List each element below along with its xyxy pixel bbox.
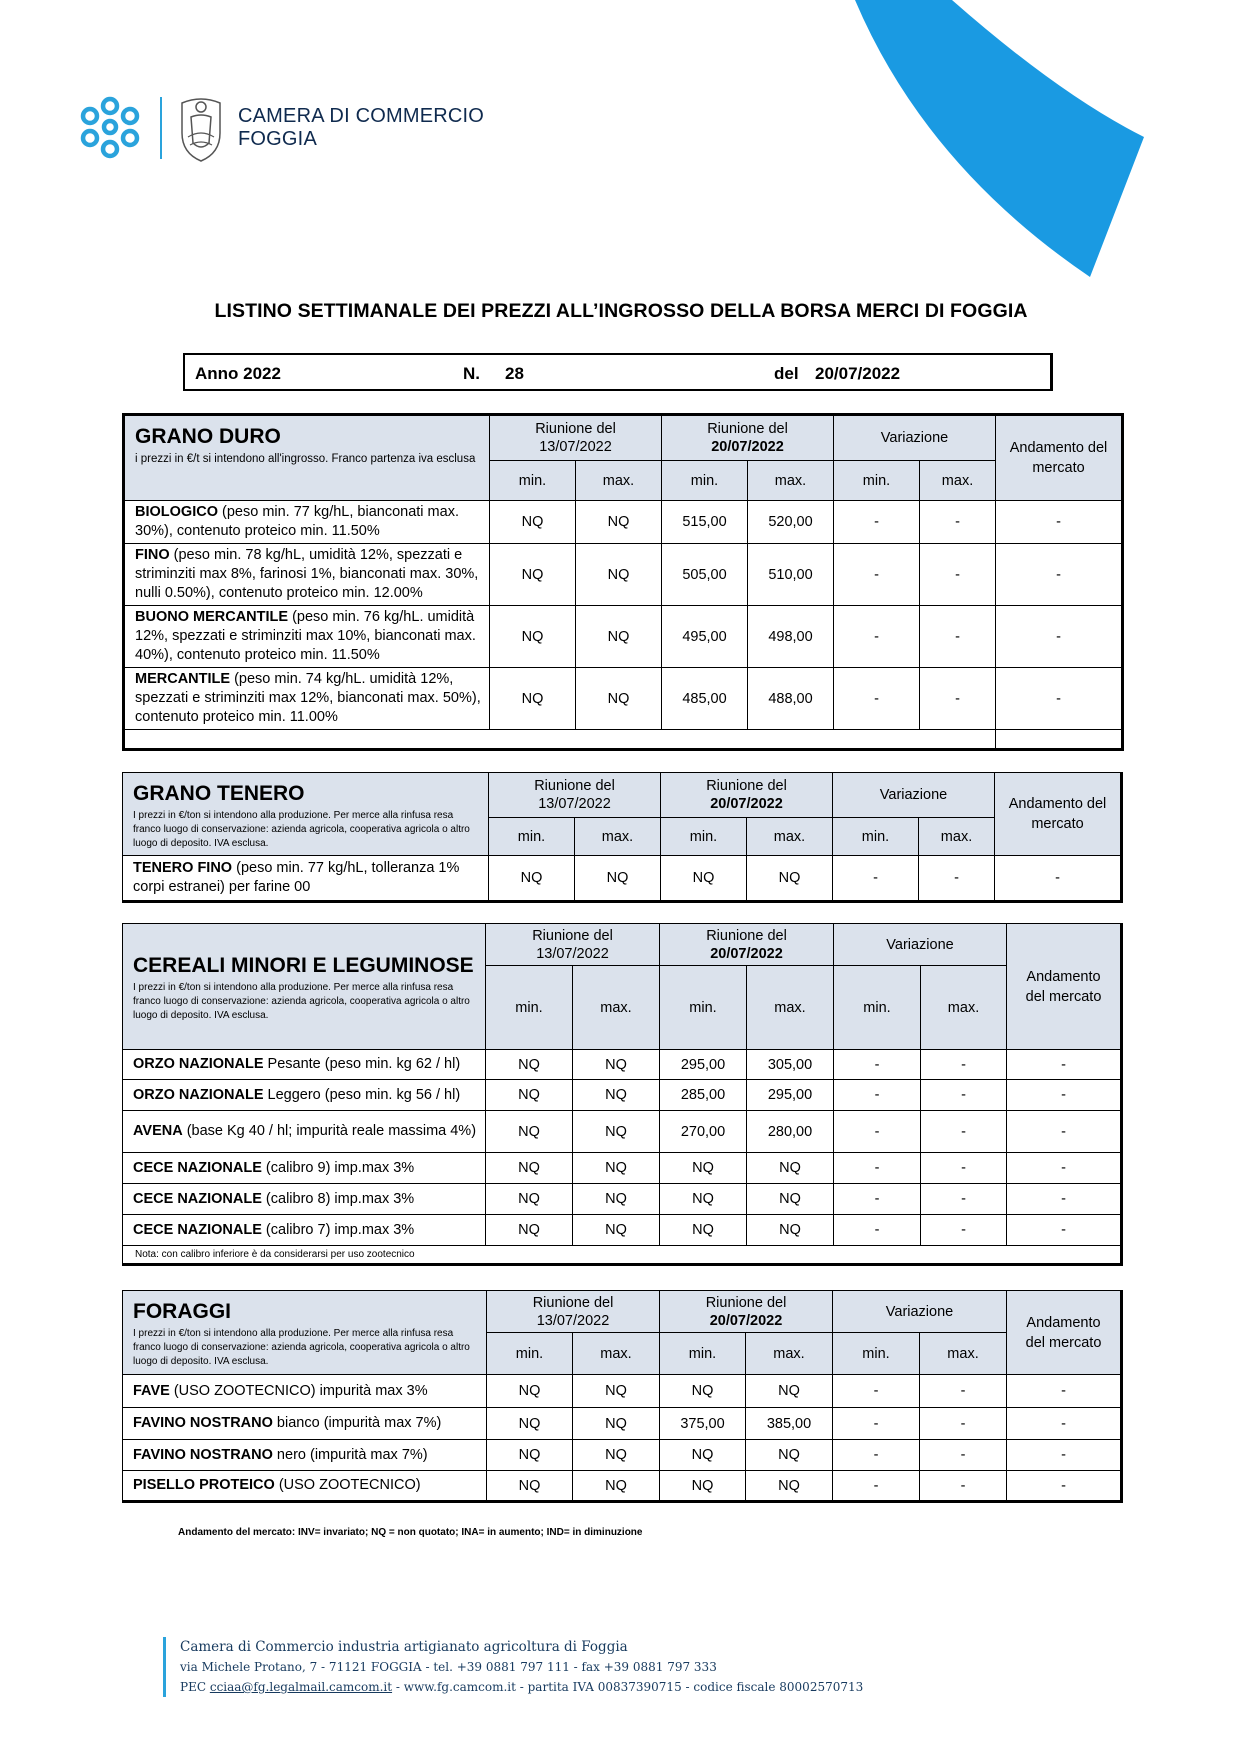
price-row [124, 668, 1123, 730]
max-label: max. [920, 461, 996, 501]
max-label: max. [575, 818, 661, 856]
prev-min-cell: NQ [490, 544, 576, 606]
market-trend-cell: - [1007, 1080, 1122, 1111]
curr-max-cell: 295,00 [747, 1080, 834, 1111]
market-trend-cell: - [1007, 1050, 1122, 1080]
prev-min-cell: NQ [487, 1375, 573, 1408]
curr-min-cell: NQ [660, 1153, 747, 1184]
market-trend-cell: - [1007, 1440, 1122, 1471]
prev-max-cell: NQ [573, 1080, 660, 1111]
prev-max-cell: NQ [573, 1471, 660, 1502]
current-session-header: Riunione del 20/07/2022 [661, 773, 833, 818]
prev-min-cell: NQ [486, 1050, 573, 1080]
org-name-line2: FOGGIA [238, 128, 317, 150]
org-name-line1: CAMERA DI COMMERCIO [238, 105, 485, 127]
footer [163, 1637, 863, 1697]
product-description: FAVINO NOSTRANO bianco (impurità max 7%) [123, 1408, 487, 1440]
section-header [123, 773, 489, 856]
market-trend-cell: - [996, 501, 1123, 544]
section-header [123, 1291, 487, 1375]
curr-max-cell: 385,00 [746, 1408, 833, 1440]
prev-max-cell: NQ [575, 856, 661, 902]
coat-of-arms-icon [176, 93, 226, 163]
prev-max-cell: NQ [573, 1184, 660, 1215]
note-row [123, 1246, 1122, 1265]
var-min-cell: - [833, 856, 919, 902]
market-trend-cell: - [996, 606, 1123, 668]
prev-max-cell: NQ [573, 1215, 660, 1246]
product-description: FAVINO NOSTRANO nero (impurità max 7%) [123, 1440, 487, 1471]
var-min-cell: - [834, 606, 920, 668]
previous-session-header: Riunione del 13/07/2022 [489, 773, 661, 818]
prev-max-cell: NQ [573, 1408, 660, 1440]
prev-min-cell: NQ [487, 1440, 573, 1471]
curr-min-cell: 295,00 [660, 1050, 747, 1080]
price-row [123, 1408, 1122, 1440]
curr-min-cell: 375,00 [660, 1408, 746, 1440]
max-label: max. [920, 1333, 1007, 1375]
date-value: 20/07/2022 [815, 364, 901, 383]
max-label: max. [746, 1333, 833, 1375]
product-description: CECE NAZIONALE (calibro 7) imp.max 3% [123, 1215, 486, 1246]
var-min-cell: - [833, 1440, 920, 1471]
var-min-cell: - [834, 1080, 921, 1111]
prev-min-cell: NQ [486, 1111, 573, 1153]
logo-divider [160, 97, 162, 159]
price-row [123, 1153, 1122, 1184]
market-trend-header: Andamento del mercato [996, 415, 1123, 501]
section-note: I prezzi in €/ton si intendono alla produzione. Per merce alla rinfusa resa franco luogo di conservazione: azienda agricola, cooperativa agricola o altro luogo di deposito. IVA esclusa. [133, 810, 470, 849]
market-trend-cell: - [1007, 1184, 1122, 1215]
spacer-row [124, 730, 1123, 750]
market-trend-header: Andamento del mercato [1007, 1291, 1122, 1375]
prev-min-cell: NQ [489, 856, 575, 902]
section-header [123, 924, 486, 1050]
var-max-cell: - [921, 1111, 1007, 1153]
product-description: CECE NAZIONALE (calibro 8) imp.max 3% [123, 1184, 486, 1215]
curr-max-cell: NQ [746, 1375, 833, 1408]
min-label: min. [487, 1333, 573, 1375]
curr-max-cell: NQ [746, 1440, 833, 1471]
footer-address: via Michele Protano, 7 - 71121 FOGGIA - tel. +39 0881 797 111 - fax +39 0881 797 333 [180, 1660, 717, 1674]
var-min-cell: - [834, 1215, 921, 1246]
curr-max-cell: 280,00 [747, 1111, 834, 1153]
prev-max-cell: NQ [576, 606, 662, 668]
curr-min-cell: NQ [660, 1375, 746, 1408]
price-row [123, 1111, 1122, 1153]
prev-min-cell: NQ [486, 1184, 573, 1215]
min-label: min. [660, 1333, 746, 1375]
var-max-cell: - [921, 1153, 1007, 1184]
curr-min-cell: 485,00 [662, 668, 748, 730]
prev-min-cell: NQ [487, 1471, 573, 1502]
var-min-cell: - [833, 1471, 920, 1502]
max-label: max. [573, 966, 660, 1050]
section-header [124, 415, 490, 501]
var-min-cell: - [834, 501, 920, 544]
product-description: ORZO NAZIONALE Pesante (peso min. kg 62 / hl) [123, 1050, 486, 1080]
product-description: TENERO FINO (peso min. 77 kg/hL, tolleranza 1% corpi estranei) per farine 00 [123, 856, 489, 902]
product-description: ORZO NAZIONALE Leggero (peso min. kg 56 / hl) [123, 1080, 486, 1111]
prev-min-cell: NQ [490, 668, 576, 730]
max-label: max. [748, 461, 834, 501]
variation-header: Variazione [834, 924, 1007, 966]
anno-label: Anno 2022 [195, 364, 281, 383]
number-label: N. [463, 364, 480, 383]
var-max-cell: - [921, 1184, 1007, 1215]
section-title: CEREALI MINORI E LEGUMINOSE [133, 954, 474, 977]
var-max-cell: - [920, 668, 996, 730]
market-trend-cell: - [1007, 1408, 1122, 1440]
caliber-note: Nota: con calibro inferiore è da considerarsi per uso zootecnico [123, 1246, 1122, 1265]
prev-max-cell: NQ [573, 1153, 660, 1184]
current-session-header: Riunione del 20/07/2022 [662, 415, 834, 461]
curr-min-cell: 505,00 [662, 544, 748, 606]
var-min-cell: - [834, 668, 920, 730]
market-trend-cell: - [1007, 1215, 1122, 1246]
prev-min-cell: NQ [487, 1408, 573, 1440]
prev-max-cell: NQ [576, 668, 662, 730]
grano-tenero-table [122, 772, 1123, 903]
pec-email-link[interactable]: cciaa@fg.legalmail.camcom.it [209, 1680, 393, 1694]
section-title: GRANO TENERO [133, 782, 305, 805]
min-label: min. [489, 818, 575, 856]
var-max-cell: - [920, 1471, 1007, 1502]
previous-session-header: Riunione del 13/07/2022 [486, 924, 660, 966]
curr-max-cell: 510,00 [748, 544, 834, 606]
price-row [123, 1440, 1122, 1471]
max-label: max. [919, 818, 995, 856]
min-label: min. [834, 966, 921, 1050]
product-description: BIOLOGICO (peso min. 77 kg/hL, bianconati max. 30%), contenuto proteico min. 11.50% [124, 501, 490, 544]
issue-info-box [183, 353, 1053, 391]
prev-max-cell: NQ [573, 1050, 660, 1080]
curr-max-cell: NQ [747, 1215, 834, 1246]
market-trend-cell: - [1007, 1471, 1122, 1502]
product-description: MERCANTILE (peso min. 74 kg/hL. umidità 12%, spezzati e striminziti max 12%, bianconati max. 50%), contenuto proteico min. 11.00% [124, 668, 490, 730]
prev-min-cell: NQ [486, 1080, 573, 1111]
var-min-cell: - [834, 1184, 921, 1215]
market-legend: Andamento del mercato: INV= invariato; NQ = non quotato; INA= in aumento; IND= in diminuzione [178, 1527, 643, 1538]
var-min-cell: - [833, 1408, 920, 1440]
market-trend-cell: - [1007, 1153, 1122, 1184]
current-session-header: Riunione del 20/07/2022 [660, 1291, 833, 1333]
number-value: 28 [505, 364, 524, 383]
footer-contacts: PEC cciaa@fg.legalmail.camcom.it - www.fg.camcom.it - partita IVA 00837390715 - codice fiscale 80002570713 [180, 1680, 864, 1694]
market-trend-cell: - [1007, 1375, 1122, 1408]
market-trend-cell: - [1007, 1111, 1122, 1153]
curr-max-cell: 498,00 [748, 606, 834, 668]
price-row [123, 1215, 1122, 1246]
market-trend-cell: - [995, 856, 1122, 902]
price-row [124, 544, 1123, 606]
curr-min-cell: 285,00 [660, 1080, 747, 1111]
min-label: min. [490, 461, 576, 501]
price-row [123, 1471, 1122, 1502]
previous-session-header: Riunione del 13/07/2022 [490, 415, 662, 461]
prev-min-cell: NQ [486, 1215, 573, 1246]
var-max-cell: - [920, 1440, 1007, 1471]
price-row [123, 1050, 1122, 1080]
variation-header: Variazione [834, 415, 996, 461]
section-note: i prezzi in €/t si intendono all'ingrosso. Franco partenza iva esclusa [135, 453, 476, 465]
var-max-cell: - [921, 1050, 1007, 1080]
market-trend-header: Andamento del mercato [995, 773, 1122, 856]
curr-min-cell: 495,00 [662, 606, 748, 668]
var-min-cell: - [834, 1153, 921, 1184]
curr-min-cell: NQ [660, 1215, 747, 1246]
var-max-cell: - [920, 544, 996, 606]
max-label: max. [921, 966, 1007, 1050]
section-title: GRANO DURO [135, 425, 281, 448]
curr-min-cell: NQ [660, 1184, 747, 1215]
chamber-emblem-icon [74, 92, 146, 164]
var-max-cell: - [921, 1080, 1007, 1111]
curr-min-cell: NQ [660, 1471, 746, 1502]
curr-max-cell: 488,00 [748, 668, 834, 730]
section-note: I prezzi in €/ton si intendono alla produzione. Per merce alla rinfusa resa franco luogo di conservazione: azienda agricola, cooperativa agricola o altro luogo di deposito. IVA esclusa. [133, 982, 470, 1021]
var-max-cell: - [919, 856, 995, 902]
max-label: max. [747, 966, 834, 1050]
grano-duro-table [122, 413, 1124, 751]
product-description: BUONO MERCANTILE (peso min. 76 kg/hL. umidità 12%, spezzati e striminziti max 10%, bianconati max. 40%), contenuto proteico min. 11.50% [124, 606, 490, 668]
min-label: min. [486, 966, 573, 1050]
var-min-cell: - [833, 1375, 920, 1408]
var-max-cell: - [921, 1215, 1007, 1246]
prev-min-cell: NQ [486, 1153, 573, 1184]
prev-max-cell: NQ [576, 501, 662, 544]
curr-max-cell: NQ [747, 1153, 834, 1184]
prev-max-cell: NQ [576, 544, 662, 606]
price-row [124, 501, 1123, 544]
min-label: min. [660, 966, 747, 1050]
chamber-logo [74, 92, 484, 164]
prev-min-cell: NQ [490, 606, 576, 668]
market-trend-cell: - [996, 668, 1123, 730]
curr-max-cell: 305,00 [747, 1050, 834, 1080]
var-max-cell: - [920, 606, 996, 668]
min-label: min. [662, 461, 748, 501]
price-row [123, 856, 1122, 902]
date-label: del [774, 364, 799, 383]
curr-max-cell: NQ [747, 856, 833, 902]
curr-min-cell: NQ [661, 856, 747, 902]
previous-session-header: Riunione del 13/07/2022 [487, 1291, 660, 1333]
curr-max-cell: 520,00 [748, 501, 834, 544]
max-label: max. [576, 461, 662, 501]
prev-max-cell: NQ [573, 1375, 660, 1408]
max-label: max. [747, 818, 833, 856]
curr-min-cell: 270,00 [660, 1111, 747, 1153]
page-title: LISTINO SETTIMANALE DEI PREZZI ALL’INGROSSO DELLA BORSA MERCI DI FOGGIA [214, 300, 1028, 322]
section-title: FORAGGI [133, 1300, 231, 1323]
product-description: CECE NAZIONALE (calibro 9) imp.max 3% [123, 1153, 486, 1184]
prev-max-cell: NQ [573, 1111, 660, 1153]
var-min-cell: - [834, 544, 920, 606]
price-row [123, 1375, 1122, 1408]
var-max-cell: - [920, 1408, 1007, 1440]
product-description: FAVE (USO ZOOTECNICO) impurità max 3% [123, 1375, 487, 1408]
variation-header: Variazione [833, 773, 995, 818]
min-label: min. [834, 461, 920, 501]
curr-min-cell: NQ [660, 1440, 746, 1471]
var-min-cell: - [834, 1111, 921, 1153]
current-session-header: Riunione del 20/07/2022 [660, 924, 834, 966]
max-label: max. [573, 1333, 660, 1375]
org-name [238, 105, 484, 151]
min-label: min. [661, 818, 747, 856]
curr-max-cell: NQ [746, 1471, 833, 1502]
product-description: PISELLO PROTEICO (USO ZOOTECNICO) [123, 1471, 487, 1502]
price-row [123, 1184, 1122, 1215]
price-row [123, 1080, 1122, 1111]
product-description: AVENA (base Kg 40 / hl; impurità reale massima 4%) [123, 1111, 486, 1153]
curr-min-cell: 515,00 [662, 501, 748, 544]
product-description: FINO (peso min. 78 kg/hL, umidità 12%, spezzati e striminziti max 8%, farinosi 1%, bianconati max. 30%, nulli 0.50%), contenuto proteico min. 12.00% [124, 544, 490, 606]
prev-min-cell: NQ [490, 501, 576, 544]
curr-max-cell: NQ [747, 1184, 834, 1215]
prev-max-cell: NQ [573, 1440, 660, 1471]
cereali-table [122, 923, 1123, 1266]
price-row [124, 606, 1123, 668]
foraggi-table [122, 1290, 1123, 1503]
var-max-cell: - [920, 501, 996, 544]
var-max-cell: - [920, 1375, 1007, 1408]
var-min-cell: - [834, 1050, 921, 1080]
footer-org: Camera di Commercio industria artigianato agricoltura di Foggia [180, 1639, 628, 1655]
market-trend-cell: - [996, 544, 1123, 606]
variation-header: Variazione [833, 1291, 1007, 1333]
market-trend-header: Andamento del mercato [1007, 924, 1122, 1050]
section-note: I prezzi in €/ton si intendono alla produzione. Per merce alla rinfusa resa franco luogo di conservazione: azienda agricola, cooperativa agricola o altro luogo di deposito. IVA esclusa. [133, 1328, 470, 1367]
min-label: min. [833, 1333, 920, 1375]
min-label: min. [833, 818, 919, 856]
